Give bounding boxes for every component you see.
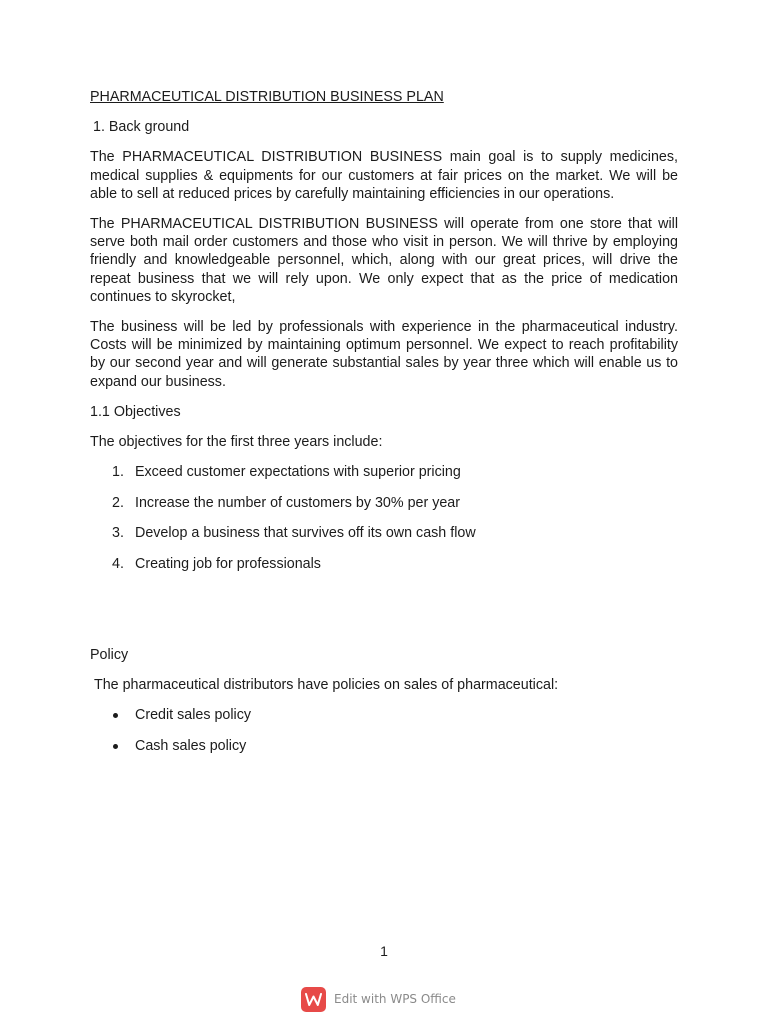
paragraph-main-goal: The PHARMACEUTICAL DISTRIBUTION BUSINESS main goal is to supply medicines, medical supplies & equipments for our customers at fair prices on the market. We will be able to sell at reduced prices by carefully maintaining efficiencies in our operations. (90, 149, 678, 202)
list-item-text: Cash sales policy (135, 737, 247, 754)
list-item (90, 463, 678, 481)
wps-logo-icon (301, 987, 326, 1012)
list-item (90, 494, 678, 512)
objectives-list (90, 463, 678, 573)
wps-label: Edit with WPS Office (334, 992, 456, 1006)
list-item-text: Increase the number of customers by 30% per year (135, 494, 461, 511)
policies-list (90, 706, 678, 755)
list-item-text: Exceed customer expectations with superior pricing (135, 464, 461, 481)
list-item (90, 706, 678, 724)
list-number: 3. (112, 525, 124, 542)
policy-intro: The pharmaceutical distributors have policies on sales of pharmaceutical: (94, 676, 559, 693)
section-heading-objectives: 1.1 Objectives (90, 403, 181, 420)
document-title: PHARMACEUTICAL DISTRIBUTION BUSINESS PLAN (90, 89, 444, 105)
document-content (90, 88, 678, 767)
list-number: 4. (112, 556, 124, 573)
page-number: 1 (380, 943, 388, 959)
list-number: 1. (112, 464, 124, 481)
list-item (90, 737, 678, 755)
list-item-text: Develop a business that survives off its own cash flow (135, 525, 476, 542)
list-item-text: Creating job for professionals (135, 556, 321, 573)
bullet-icon (113, 713, 118, 718)
blank-space (90, 586, 678, 646)
list-item (90, 555, 678, 573)
section-heading-policy: Policy (90, 646, 129, 663)
section-heading-background: 1. Back ground (93, 119, 190, 136)
objectives-intro: The objectives for the first three years include: (90, 434, 383, 451)
list-number: 2. (112, 494, 124, 511)
list-item (90, 524, 678, 542)
edit-with-wps-button[interactable] (301, 986, 456, 1012)
paragraph-operations: The PHARMACEUTICAL DISTRIBUTION BUSINESS will operate from one store that will serve both mail order customers and those who visit in person. We will thrive by employing friendly and knowledgeable personnel, which, along with our great prices, will drive the repeat business that we will rely upon. We only expect that as the price of medication continues to skyrocket, (90, 216, 678, 305)
paragraph-leadership: The business will be led by professionals with experience in the pharmaceutical industry. Costs will be minimized by maintaining optimum personnel. We expect to reach profitability by our second year and will generate substantial sales by year three which will enable us to expand our business. (90, 319, 678, 390)
bullet-icon (113, 744, 118, 749)
list-item-text: Credit sales policy (135, 707, 252, 724)
